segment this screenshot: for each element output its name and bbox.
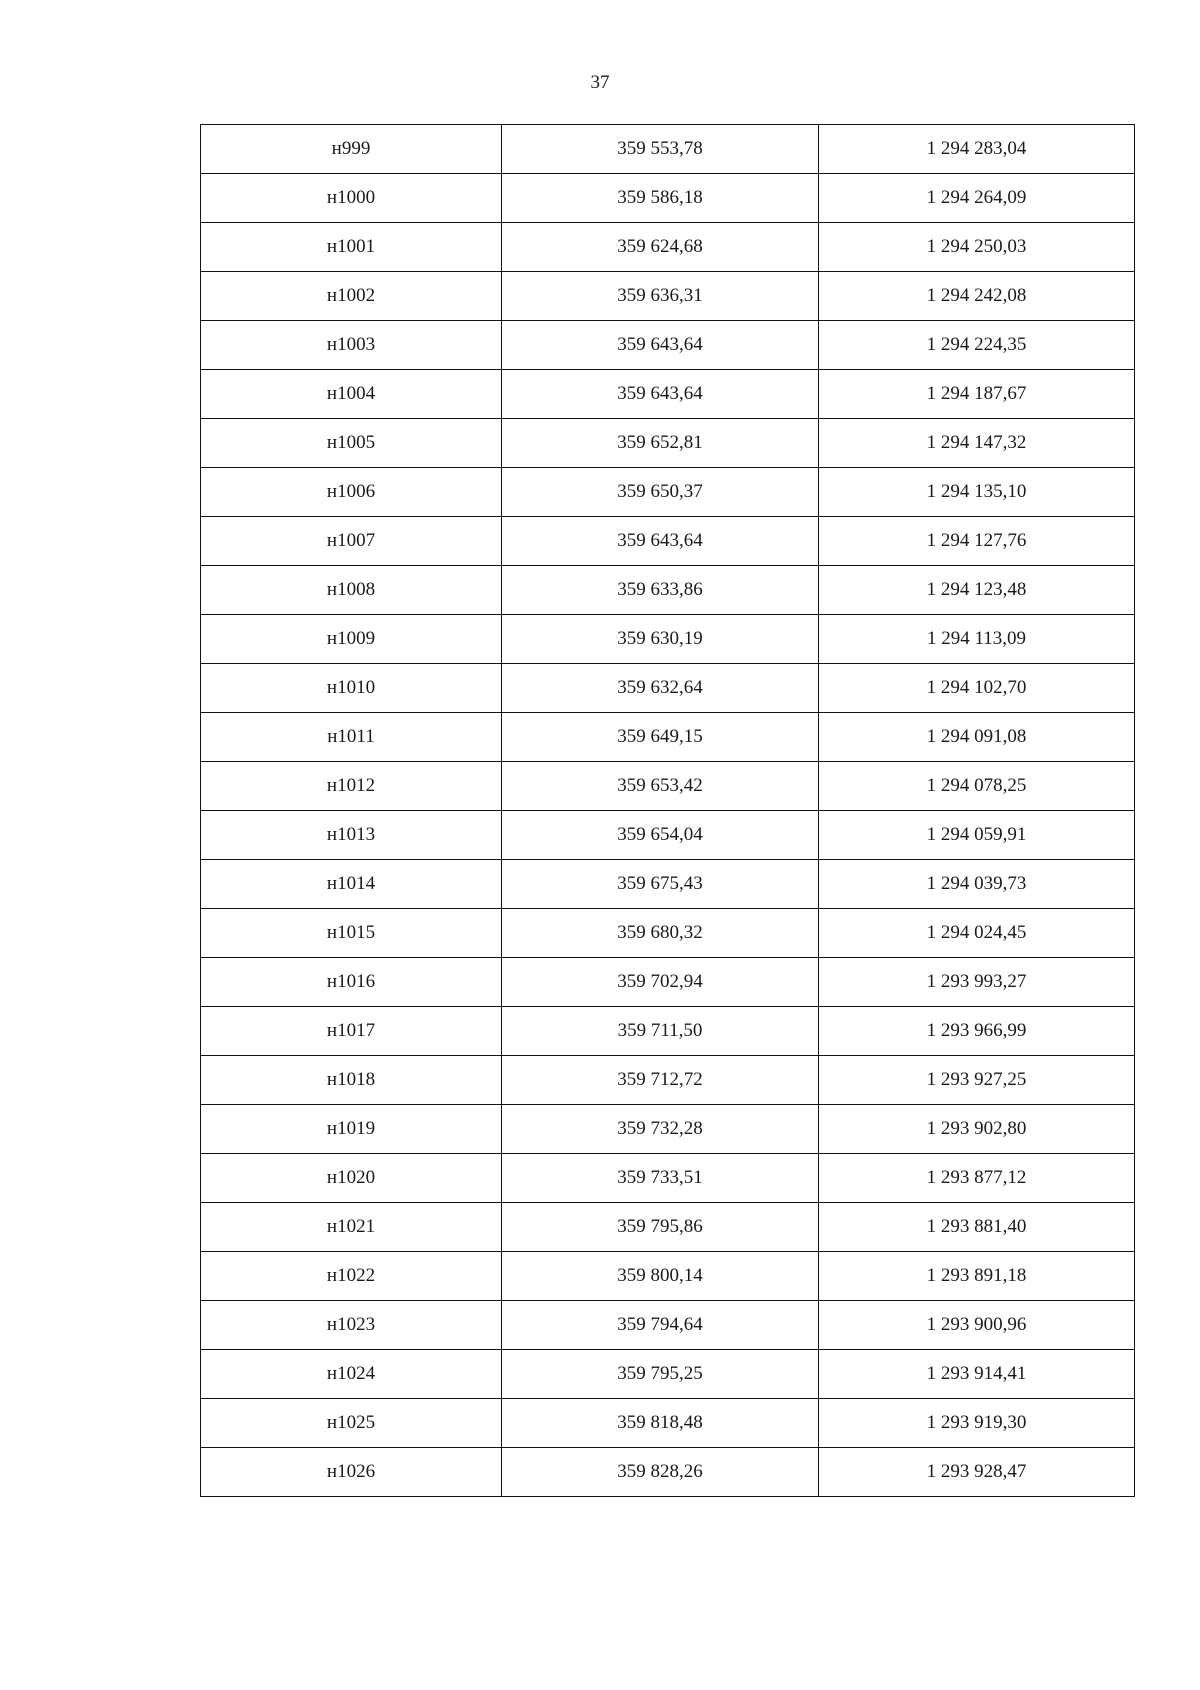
coordinates-table xyxy=(200,124,1135,1497)
table-row xyxy=(201,762,1135,811)
point-cell: н1014 xyxy=(201,860,502,909)
x-coordinate-cell: 359 653,42 xyxy=(502,762,819,811)
point-cell: н1004 xyxy=(201,370,502,419)
y-coordinate-cell: 1 294 059,91 xyxy=(819,811,1135,860)
x-coordinate-cell: 359 652,81 xyxy=(502,419,819,468)
x-coordinate-cell: 359 732,28 xyxy=(502,1105,819,1154)
table-row xyxy=(201,566,1135,615)
x-coordinate-cell: 359 702,94 xyxy=(502,958,819,1007)
x-coordinate-cell: 359 711,50 xyxy=(502,1007,819,1056)
y-coordinate-cell: 1 294 147,32 xyxy=(819,419,1135,468)
y-coordinate-cell: 1 294 283,04 xyxy=(819,125,1135,174)
y-coordinate-cell: 1 294 127,76 xyxy=(819,517,1135,566)
point-cell: н1001 xyxy=(201,223,502,272)
table-row xyxy=(201,811,1135,860)
point-cell: н1010 xyxy=(201,664,502,713)
table-row xyxy=(201,1056,1135,1105)
table-row xyxy=(201,1203,1135,1252)
table-row xyxy=(201,1007,1135,1056)
y-coordinate-cell: 1 293 914,41 xyxy=(819,1350,1135,1399)
y-coordinate-cell: 1 293 993,27 xyxy=(819,958,1135,1007)
table-row xyxy=(201,1154,1135,1203)
table-row xyxy=(201,223,1135,272)
page-number: 37 xyxy=(590,72,610,93)
x-coordinate-cell: 359 800,14 xyxy=(502,1252,819,1301)
point-cell: н1022 xyxy=(201,1252,502,1301)
y-coordinate-cell: 1 293 966,99 xyxy=(819,1007,1135,1056)
y-coordinate-cell: 1 293 877,12 xyxy=(819,1154,1135,1203)
x-coordinate-cell: 359 794,64 xyxy=(502,1301,819,1350)
point-cell: н1015 xyxy=(201,909,502,958)
y-coordinate-cell: 1 294 123,48 xyxy=(819,566,1135,615)
point-cell: н1003 xyxy=(201,321,502,370)
point-cell: н1019 xyxy=(201,1105,502,1154)
point-cell: н1005 xyxy=(201,419,502,468)
table-row xyxy=(201,419,1135,468)
table-row xyxy=(201,272,1135,321)
point-cell: н1024 xyxy=(201,1350,502,1399)
point-cell: н1017 xyxy=(201,1007,502,1056)
point-cell: н1021 xyxy=(201,1203,502,1252)
table-row xyxy=(201,713,1135,762)
x-coordinate-cell: 359 712,72 xyxy=(502,1056,819,1105)
x-coordinate-cell: 359 795,25 xyxy=(502,1350,819,1399)
x-coordinate-cell: 359 795,86 xyxy=(502,1203,819,1252)
x-coordinate-cell: 359 586,18 xyxy=(502,174,819,223)
point-cell: н1012 xyxy=(201,762,502,811)
point-cell: н1018 xyxy=(201,1056,502,1105)
point-cell: н1026 xyxy=(201,1448,502,1497)
x-coordinate-cell: 359 654,04 xyxy=(502,811,819,860)
y-coordinate-cell: 1 294 113,09 xyxy=(819,615,1135,664)
y-coordinate-cell: 1 294 250,03 xyxy=(819,223,1135,272)
y-coordinate-cell: 1 294 078,25 xyxy=(819,762,1135,811)
y-coordinate-cell: 1 293 928,47 xyxy=(819,1448,1135,1497)
x-coordinate-cell: 359 828,26 xyxy=(502,1448,819,1497)
table-row xyxy=(201,1350,1135,1399)
x-coordinate-cell: 359 680,32 xyxy=(502,909,819,958)
point-cell: н1025 xyxy=(201,1399,502,1448)
x-coordinate-cell: 359 733,51 xyxy=(502,1154,819,1203)
x-coordinate-cell: 359 630,19 xyxy=(502,615,819,664)
point-cell: н1007 xyxy=(201,517,502,566)
point-cell: н999 xyxy=(201,125,502,174)
y-coordinate-cell: 1 294 091,08 xyxy=(819,713,1135,762)
point-cell: н1020 xyxy=(201,1154,502,1203)
y-coordinate-cell: 1 293 927,25 xyxy=(819,1056,1135,1105)
x-coordinate-cell: 359 636,31 xyxy=(502,272,819,321)
y-coordinate-cell: 1 294 264,09 xyxy=(819,174,1135,223)
y-coordinate-cell: 1 293 891,18 xyxy=(819,1252,1135,1301)
point-cell: н1008 xyxy=(201,566,502,615)
x-coordinate-cell: 359 553,78 xyxy=(502,125,819,174)
table-row xyxy=(201,1105,1135,1154)
y-coordinate-cell: 1 293 902,80 xyxy=(819,1105,1135,1154)
y-coordinate-cell: 1 294 242,08 xyxy=(819,272,1135,321)
point-cell: н1006 xyxy=(201,468,502,517)
y-coordinate-cell: 1 294 024,45 xyxy=(819,909,1135,958)
x-coordinate-cell: 359 643,64 xyxy=(502,517,819,566)
table-row xyxy=(201,1252,1135,1301)
table-row xyxy=(201,321,1135,370)
x-coordinate-cell: 359 632,64 xyxy=(502,664,819,713)
x-coordinate-cell: 359 624,68 xyxy=(502,223,819,272)
y-coordinate-cell: 1 294 224,35 xyxy=(819,321,1135,370)
table-row xyxy=(201,909,1135,958)
y-coordinate-cell: 1 294 102,70 xyxy=(819,664,1135,713)
x-coordinate-cell: 359 650,37 xyxy=(502,468,819,517)
table-row xyxy=(201,468,1135,517)
table-row xyxy=(201,1301,1135,1350)
table-row xyxy=(201,517,1135,566)
y-coordinate-cell: 1 294 187,67 xyxy=(819,370,1135,419)
x-coordinate-cell: 359 649,15 xyxy=(502,713,819,762)
x-coordinate-cell: 359 633,86 xyxy=(502,566,819,615)
table-row xyxy=(201,1399,1135,1448)
point-cell: н1011 xyxy=(201,713,502,762)
point-cell: н1013 xyxy=(201,811,502,860)
x-coordinate-cell: 359 643,64 xyxy=(502,370,819,419)
point-cell: н1016 xyxy=(201,958,502,1007)
y-coordinate-cell: 1 293 900,96 xyxy=(819,1301,1135,1350)
table-row xyxy=(201,615,1135,664)
point-cell: н1002 xyxy=(201,272,502,321)
point-cell: н1009 xyxy=(201,615,502,664)
table-row xyxy=(201,958,1135,1007)
y-coordinate-cell: 1 293 919,30 xyxy=(819,1399,1135,1448)
table-row xyxy=(201,860,1135,909)
x-coordinate-cell: 359 643,64 xyxy=(502,321,819,370)
table-row xyxy=(201,174,1135,223)
y-coordinate-cell: 1 294 039,73 xyxy=(819,860,1135,909)
y-coordinate-cell: 1 294 135,10 xyxy=(819,468,1135,517)
y-coordinate-cell: 1 293 881,40 xyxy=(819,1203,1135,1252)
table-row xyxy=(201,1448,1135,1497)
table-row xyxy=(201,664,1135,713)
x-coordinate-cell: 359 675,43 xyxy=(502,860,819,909)
point-cell: н1000 xyxy=(201,174,502,223)
x-coordinate-cell: 359 818,48 xyxy=(502,1399,819,1448)
table-row xyxy=(201,370,1135,419)
coordinates-table-body xyxy=(201,125,1135,1497)
point-cell: н1023 xyxy=(201,1301,502,1350)
table-row xyxy=(201,125,1135,174)
